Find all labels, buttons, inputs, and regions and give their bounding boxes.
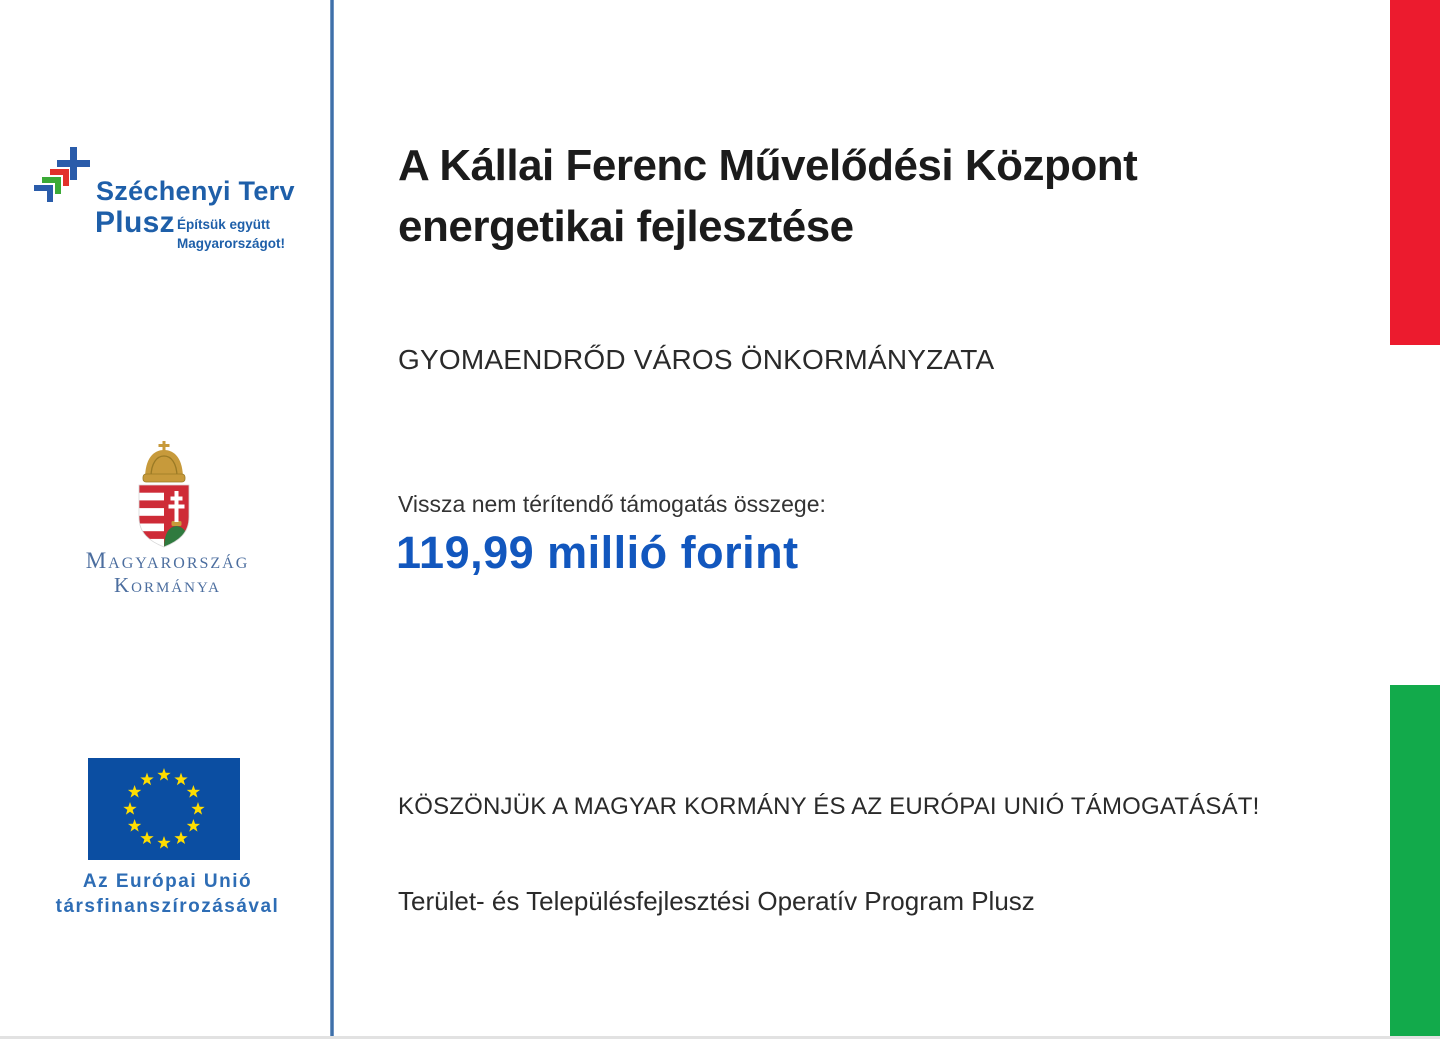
grant-amount-label: Vissza nem térítendő támogatás összege: — [398, 491, 826, 517]
eu-text-line1: Az Európai Unió — [82, 871, 253, 892]
eu-cofinancing-text — [30, 869, 305, 919]
szechenyi-logo-name-line2: Plusz — [95, 206, 175, 239]
government-logo-text — [50, 548, 285, 597]
eu-flag-icon — [88, 758, 240, 860]
hungary-coat-of-arms-icon — [137, 441, 191, 549]
szechenyi-logo-name-line1: Széchenyi Terv — [96, 176, 295, 206]
hungary-flag-red-stripe — [1390, 0, 1440, 345]
program-name: Terület- és Településfejlesztési Operatív Program Plusz — [398, 886, 1035, 916]
eu-text-line2: társfinanszírozásával — [55, 896, 280, 917]
government-name-line2: Kormánya — [113, 573, 221, 597]
hungary-flag-green-stripe — [1390, 685, 1440, 1036]
government-name-line1: Magyarország — [85, 548, 250, 573]
thanks-message: KÖSZÖNJÜK A MAGYAR KORMÁNY ÉS AZ EURÓPAI UNIÓ TÁMOGATÁSÁT! — [398, 793, 1260, 820]
divider-line — [330, 0, 334, 1036]
szechenyi-logo-tagline — [177, 215, 285, 253]
grant-amount-value: 119,99 millió forint — [396, 527, 799, 578]
szechenyi-plusz-cross-icon — [30, 147, 102, 209]
szechenyi-tagline-line2: Magyarországot! — [177, 236, 286, 251]
project-title: A Kállai Ferenc Művelődési Központ energetikai fejlesztése — [398, 141, 1138, 251]
szechenyi-tagline-line1: Építsük együtt — [177, 217, 271, 232]
beneficiary-name: GYOMAENDRŐD VÁROS ÖNKORMÁNYZATA — [398, 344, 995, 375]
